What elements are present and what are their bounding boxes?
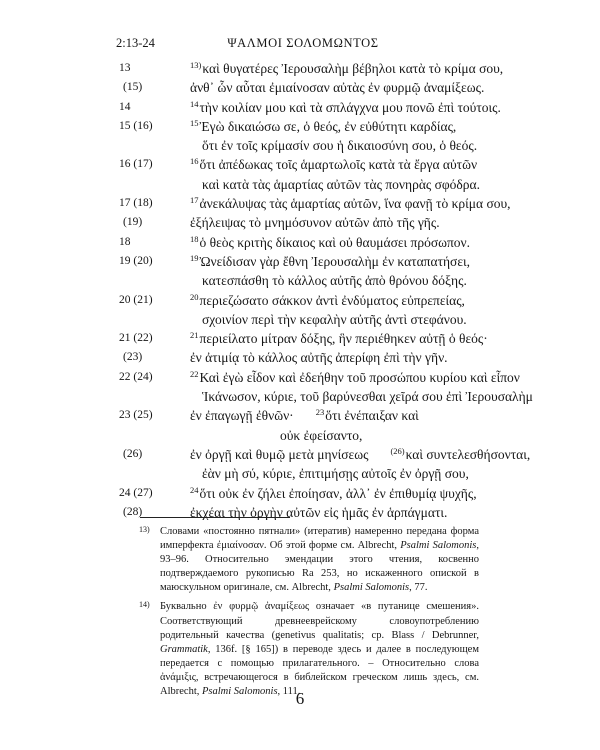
verse-text: [190, 254, 470, 270]
verse-text: [202, 389, 533, 405]
psalm-text: [0, 61, 600, 524]
verse-line: [0, 235, 600, 254]
verse-body: καὶ κατὰ τὰς ἁμαρτίας αὐτῶν τὰς πονηρὰς σφόδρα.: [202, 176, 480, 192]
verse-text: [190, 505, 447, 521]
verse-text: [190, 157, 477, 173]
verse-body: ὅτι ἐν τοῖς κρίμασίν σου ἡ δικαιοσύνη σου, ὁ θεός.: [202, 138, 478, 154]
verse-body: τὴν κοιλίαν μου καὶ τὰ σπλάγχνα μου πονῶ ἐπὶ τούτοις.: [199, 99, 501, 115]
citation-title: Psalmi Salomonis: [400, 540, 477, 552]
verse-superscript: 13): [190, 60, 202, 70]
verse-line: [0, 119, 600, 138]
verse-number: (23): [123, 351, 143, 364]
citation-title: Psalmi Salomonis: [202, 686, 278, 698]
verse-line: [0, 331, 600, 350]
verse-line: [0, 447, 600, 466]
verse-number: 18: [119, 235, 131, 248]
verse-number: (19): [123, 216, 143, 229]
verse-body: ἐὰν μὴ σύ, κύριε, ἐπιτιμήσῃς αὐτοῖς ἐν ὀργῇ σου,: [202, 466, 469, 482]
verse-superscript: 19: [190, 252, 199, 263]
verse-text: [190, 331, 488, 347]
verse-body: Καὶ ἐγὼ εἶδον καὶ ἐδεήθην τοῦ προσώπου κυρίου καὶ εἶπον: [199, 369, 520, 385]
verse-text: [190, 447, 530, 463]
verse-number: 24 (27): [119, 486, 153, 499]
verse-body: καὶ θυγατέρες Ἰερουσαλὴμ βέβηλοι κατὰ τὸ κρίμα σου,: [202, 61, 504, 76]
verse-body: ὅτι ἐνέπαιξαν καὶ: [325, 408, 419, 424]
verse-body: καὶ συντελεσθήσονται,: [405, 446, 531, 462]
verse-text: [190, 293, 465, 309]
verse-body: περιείλατο μίτραν δόξης, ἣν περιέθηκεν αὐτῇ ὁ θεός·: [199, 331, 488, 347]
verse-text: [190, 350, 448, 366]
verse-text: [190, 196, 511, 212]
verse-number: 17 (18): [119, 197, 153, 210]
verse-line: [0, 215, 600, 234]
verse-body: οὐκ ἐφείσαντο,: [280, 427, 363, 443]
chapter-verse-range: 2:13-24: [116, 36, 155, 50]
verse-number: 20 (21): [119, 293, 153, 306]
verse-line: [0, 486, 600, 505]
footnote-marker: 13): [139, 525, 150, 534]
verse-superscript: 17: [190, 195, 199, 206]
verse-number: 13: [119, 62, 131, 74]
verse-body: ὁ θεὸς κριτὴς δίκαιος καὶ οὐ θαυμάσει πρόσωπον.: [199, 234, 471, 250]
verse-number: 15 (16): [119, 119, 153, 132]
footnote: [139, 600, 479, 699]
verse-text: [190, 61, 503, 77]
verse-line: [0, 157, 600, 176]
verse-line: [0, 254, 600, 273]
verse-superscript: 14: [190, 98, 199, 109]
verse-line: [0, 466, 600, 485]
verse-line: [0, 428, 600, 447]
verse-line: [0, 350, 600, 369]
verse-text: [190, 100, 501, 116]
verse-body: ἀνθ᾿ ὧν αὗται ἐμιαίνοσαν αὐτὰς ἐν φυρμῷ ἀναμίξεως.: [190, 80, 485, 96]
citation-title: Psalmi Salomonis: [333, 582, 410, 594]
verse-number: 19 (20): [119, 254, 153, 267]
verse-body: ἐκχέαι τὴν ὀργὴν αὐτῶν εἰς ἡμᾶς ἐν ἁρπάγματι.: [190, 504, 448, 520]
verse-text: [190, 408, 419, 424]
verse-line: [0, 177, 600, 196]
verse-line: [0, 312, 600, 331]
verse-body: Ἱκάνωσον, κύριε, τοῦ βαρύνεσθαι χεῖρά σου ἐπὶ Ἰερουσαλὴμ: [202, 389, 533, 405]
page-number: 6: [295, 689, 305, 708]
verse-number: 22 (24): [119, 370, 153, 383]
verse-text: [190, 215, 440, 231]
verse-text: [202, 312, 467, 328]
verse-superscript: 16: [190, 156, 199, 167]
footnote-text: , 136f. [§ 165]) в переводе здесь и далее в последующем передается с помощью прилагательного. – Относительно слова ἀνάμιξις, встречающегося в библейском греческом лишь здесь, см. Albrecht,: [160, 643, 479, 698]
footnotes: [139, 525, 479, 704]
verse-line: [0, 196, 600, 215]
citation-title: Grammatik: [160, 643, 208, 655]
verse-body: ἀνεκάλυψας τὰς ἁμαρτίας αὐτῶν, ἵνα φανῇ τὸ κρίμα σου,: [199, 196, 511, 212]
verse-superscript: 21: [190, 330, 199, 341]
footnote-text: Буквально ἐν φυρμῷ ἀναμίξεως означает «в путанице смешения». Соответствующий древнееврейскому словоупотреблению родительный качества (genetivus qualitatis; ср. Blass / Debrunner,: [160, 601, 479, 641]
footnote-text: Словами «постоянно пятнали» (итератив) намеренно передана форма имперфекта ἐμιαίνοσαν. Об этой форме см. Albrecht,: [160, 526, 479, 552]
verse-superscript: 18: [190, 233, 199, 244]
footnote-text: , 111.: [277, 686, 301, 698]
verse-text: [190, 486, 477, 502]
verse-number: (26): [123, 447, 143, 460]
running-title: ΨΑΛΜΟΙ ΣΟΛΟΜΩΝΤΟΣ: [227, 36, 379, 50]
verse-body: Ἐγὼ δικαιώσω σε, ὁ θεός, ἐν εὐθύτητι καρδίας,: [199, 118, 457, 134]
footnote: [139, 525, 479, 595]
verse-text: [280, 428, 362, 444]
footnote-text: , 93–96. Относительно эмендации этого чтения, косвенно подтверждаемого рукописью Ra 253, но искаженного опиской в маюскульном оригинале, см. Albrecht,: [160, 540, 480, 594]
verse-body: ἐν ὀργῇ καὶ θυμῷ μετὰ μηνίσεως: [190, 446, 369, 462]
verse-text: [202, 466, 469, 482]
verse-line: [0, 408, 600, 427]
verse-superscript: 20: [190, 291, 199, 302]
verse-body: περιεζώσατο σάκκον ἀντὶ ἐνδύματος εὐπρεπείας,: [199, 292, 465, 308]
verse-body: ὅτι ἀπέδωκας τοῖς ἁμαρτωλοῖς κατὰ τὰ ἔργα αὐτῶν: [199, 157, 478, 173]
verse-superscript: 23: [315, 407, 325, 418]
verse-line: [0, 293, 600, 312]
verse-superscript: 24: [190, 484, 199, 495]
verse-text: [202, 138, 477, 154]
verse-text: [190, 119, 456, 135]
verse-line: [0, 138, 600, 157]
verse-number: (15): [123, 81, 143, 94]
verse-body: κατεσπάσθη τὸ κάλλος αὐτῆς ἀπὸ θρόνου δόξης.: [202, 273, 467, 289]
verse-line: [0, 100, 600, 119]
verse-body: Ὠνείδισαν γὰρ ἔθνη Ἰερουσαλὴμ ἐν καταπατήσει,: [199, 253, 471, 269]
verse-line: [0, 370, 600, 389]
verse-number: 14: [119, 100, 131, 113]
verse-line: [0, 505, 600, 524]
verse-body: σχοινίον περὶ τὴν κεφαλὴν αὐτῆς ἀντὶ στεφάνου.: [202, 311, 467, 327]
verse-text: [190, 235, 470, 251]
verse-line: [0, 389, 600, 408]
verse-line: [0, 61, 600, 80]
verse-body: ἐν ἀτιμίᾳ τὸ κάλλος αὐτῆς ἀπερίφη ἐπὶ τὴν γῆν.: [190, 350, 448, 366]
verse-text: [202, 177, 480, 193]
footnote-text: , 77.: [409, 582, 428, 594]
verse-superscript: (26): [390, 445, 405, 456]
verse-superscript: 15: [190, 117, 199, 128]
verse-line: [0, 80, 600, 99]
verse-text: [190, 370, 520, 386]
verse-number: 21 (22): [119, 332, 153, 345]
running-header: [116, 36, 490, 54]
verse-superscript: 22: [190, 368, 199, 379]
verse-number: 16 (17): [119, 158, 153, 171]
verse-number: 23 (25): [119, 409, 153, 422]
verse-line: [0, 273, 600, 292]
verse-text: [190, 80, 484, 96]
footnote-divider: [140, 517, 290, 518]
verse-number: (28): [123, 505, 143, 518]
verse-body: ὅτι οὐκ ἐν ζήλει ἐποίησαν, ἀλλ᾿ ἐν ἐπιθυμίᾳ ψυχῆς,: [199, 485, 477, 501]
verse-body: ἐν ἐπαγωγῇ ἐθνῶν·: [190, 408, 294, 424]
verse-text: [202, 273, 467, 289]
verse-body: ἐξήλειψας τὸ μνημόσυνον αὐτῶν ἀπὸ τῆς γῆς.: [190, 215, 440, 231]
footnote-marker: 14): [139, 600, 150, 610]
